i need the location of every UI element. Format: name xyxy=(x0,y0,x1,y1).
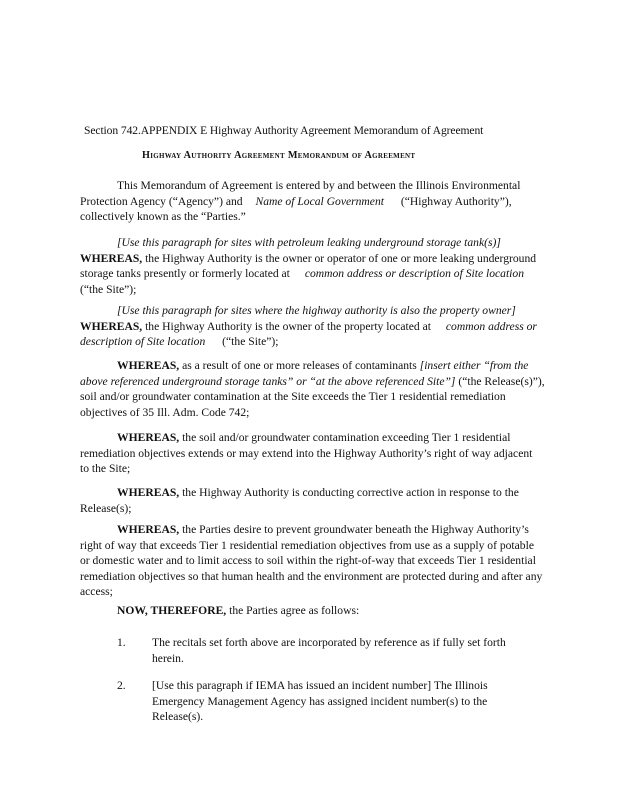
list-item-number: 2. xyxy=(117,679,126,692)
extent-text: the soil and/or groundwater contamination exceeding Tier 1 residential remediation objectives extends or may extend into the Highway Authority’s right of way adjacent to the Site; xyxy=(80,431,533,475)
whereas-label: WHEREAS, xyxy=(117,431,180,444)
whereas-label: WHEREAS, xyxy=(117,486,180,499)
now-therefore-text: the Parties agree as follows: xyxy=(229,604,360,617)
site-address-placeholder: common address or description of Site location xyxy=(304,267,525,280)
intro-text-a: This Memorandum of Agreement is entered by and between the Illinois Environmental Protection Agency (“Agency”) and xyxy=(80,179,521,208)
whereas-label: WHEREAS, xyxy=(117,359,180,372)
list-item xyxy=(152,678,508,725)
whereas-release-paragraph xyxy=(80,358,546,420)
release-text-b: (“the Release(s)”), soil and/or groundwater contamination at the Site exceeds the Tier 1 residential remediation objectives of 35 Ill. Adm. Code 742; xyxy=(80,374,545,419)
intro-paragraph xyxy=(80,178,542,225)
lust-text-b: (“the Site”); xyxy=(80,282,137,296)
lust-instruction: [Use this paragraph for sites with petroleum leaking underground storage tank(s)] xyxy=(117,236,501,249)
now-therefore-paragraph xyxy=(80,603,544,619)
list-item-instruction: [Use this paragraph if IEMA has issued an incident number] xyxy=(152,679,432,692)
release-insert-instruction: [insert either “from the above referenced underground storage tanks” or “at the above referenced Site”] xyxy=(80,359,529,388)
whereas-label: WHEREAS, xyxy=(80,319,143,333)
whereas-desire-paragraph xyxy=(80,522,546,600)
whereas-label: WHEREAS, xyxy=(117,523,180,536)
list-item-number: 1. xyxy=(117,636,126,649)
site-address-placeholder: common address or description of Site location xyxy=(80,319,537,348)
whereas-extent-paragraph xyxy=(80,430,544,477)
list-item-text: The Illinois Emergency Management Agency has assigned incident number(s) to the Release(s). xyxy=(152,679,488,723)
corrective-text: the Highway Authority is conducting corrective action in response to the Release(s); xyxy=(80,486,519,515)
release-text-a: as a result of one or more releases of contaminants xyxy=(182,359,417,372)
list-item-text: The recitals set forth above are incorporated by reference as if fully set forth herein. xyxy=(152,636,506,665)
whereas-owner-paragraph xyxy=(80,303,546,350)
now-therefore-label: NOW, THEREFORE, xyxy=(117,604,227,617)
document-title: Highway Authority Agreement Memorandum of Agreement xyxy=(142,150,416,161)
owner-instruction: [Use this paragraph for sites where the highway authority is also the property owner] xyxy=(117,304,516,317)
intro-text-b: (“Highway Authority”), collectively known as the “Parties.” xyxy=(80,194,512,223)
section-heading: Section 742.APPENDIX E Highway Authority Agreement Memorandum of Agreement xyxy=(84,124,484,137)
owner-text-b: (“the Site”); xyxy=(222,335,279,348)
list-item xyxy=(152,635,526,666)
whereas-label: WHEREAS, xyxy=(80,251,143,265)
local-government-placeholder: Name of Local Government xyxy=(255,194,384,208)
whereas-corrective-paragraph xyxy=(80,485,544,516)
whereas-lust-paragraph xyxy=(80,235,544,297)
owner-text-a: the Highway Authority is the owner of the property located at xyxy=(145,319,431,333)
desire-text: the Parties desire to prevent groundwater beneath the Highway Authority’s right of way that exceeds Tier 1 residential remediation objectives from use as a supply of potable or domestic water and to limit access to soil within the right-of-way that exceeds Tier 1 residential remediation objectives so that human health and the environment are protected during and after any access; xyxy=(80,523,543,598)
lust-text-a: the Highway Authority is the owner or operator of one or more leaking underground storage tanks presently or formerly located at xyxy=(80,251,537,280)
